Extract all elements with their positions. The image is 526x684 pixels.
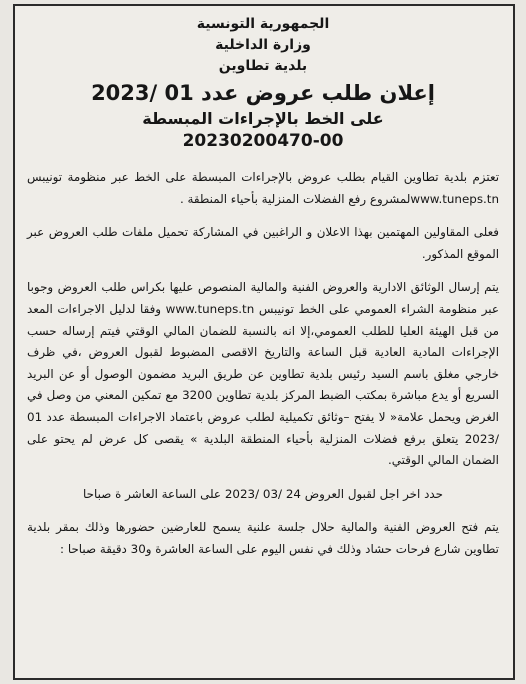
opening-paragraph: يتم فتح العروض الفنية والمالية حلال جلسة علنية يسمح للعارضين حضورها وذلك بمقر بلدية تطاوين شارع فرحات حشاد وذلك في نفس اليوم على الساعة العاشرة و30 دقيقة صباحا : <box>27 520 499 556</box>
deadline-line: حدد اخر اجل لقبول العروض 24 /03 /2023 على الساعة العاشر ة صباحا <box>83 486 443 501</box>
notice-subtitle: على الخط بالإجراءات المبسطة <box>142 109 384 128</box>
invitation-paragraph: فعلى المقاولين المهتمين بهذا الاعلان و الراغبين في المشاركة تحميل ملفات طلب العروض عبر الموقع المذكور. <box>27 225 499 261</box>
notice-header <box>27 14 499 153</box>
intro-paragraph: تعتزم بلدية تطاوين القيام بطلب عروض بالإجراءات المبسطة على الخط عبر منظومة تونيبس www.tuneps.tnلمشروع رفع الفضلات المنزلية بأحياء المنطقة . <box>27 170 499 206</box>
republic-line: الجمهورية التونسية <box>196 16 330 32</box>
submission-paragraph: يتم إرسال الوثائق الادارية والعروض الفنية والمالية المنصوص عليها بكراس طلب العروض وجوبا عبر منظومة الشراء العمومي على الخط تونيبس www.tuneps.tn وفقا لدليل الاجراءات المعد من قبل الهيئة العليا للطلب العمومي،إلا انه بالنسبة للضمان المالي الوقتي فيتم إرساله حسب الإجراءات المادية العادية قبل الساعة والتاريخ الاقصى المضبوط لقبول العروض ،في ظرف خارجي مغلق باسم السيد رئيس بلدية تطاوين عن طريق البريد مضمون الوصول أو عن البريد السريع أو يدع مباشرة بمكتب الضبط المركز بلدية تطاوين 3200 مع تمكين المعني من وصل في الغرض ويحمل علامة« لا يفتح –وثائق تكميلية لطلب عروض باعتماد الاجراءات المبسطة عدد 01 /2023 يتعلق برفع فضلات المنزلية بأحياء المنطقة البلدية » يقصى كل عرض لم يحتو على الضمان المالي الوقتي. <box>27 280 499 468</box>
notice-title: إعلان طلب عروض عدد 01 /2023 <box>91 81 435 105</box>
reference-number: 20230200470-00 <box>182 131 344 151</box>
ministry-line: وزارة الداخلية <box>215 37 311 53</box>
tender-notice <box>13 4 515 680</box>
municipality-line: بلدية تطاوين <box>218 58 308 74</box>
